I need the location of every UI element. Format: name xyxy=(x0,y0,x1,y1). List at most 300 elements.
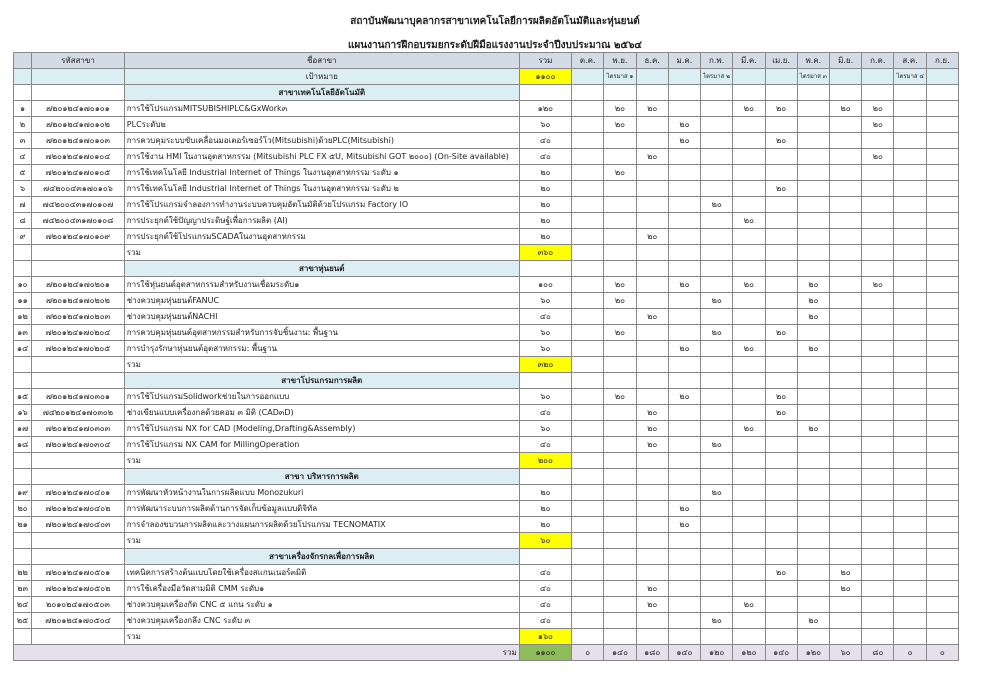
month-value xyxy=(765,421,797,437)
section-blank xyxy=(668,85,700,101)
section-blank xyxy=(668,373,700,389)
month-value xyxy=(572,437,604,453)
course-total: ๒๐ xyxy=(519,229,571,245)
sum-blank xyxy=(14,629,32,645)
month-value xyxy=(668,229,700,245)
section-blank xyxy=(862,85,894,101)
section-blank xyxy=(636,469,668,485)
month-value: ๒๐ xyxy=(636,581,668,597)
course-name: การใช้โปรแกรมSolidworkช่วยในการออกแบบ xyxy=(124,389,519,405)
row-number: ๖ xyxy=(14,181,32,197)
section-blank xyxy=(519,549,571,565)
month-value xyxy=(572,101,604,117)
month-value xyxy=(829,325,861,341)
course-total: ๖๐ xyxy=(519,389,571,405)
section-sum: ๒๐๐ xyxy=(519,453,571,469)
sum-blank xyxy=(765,357,797,373)
course-row xyxy=(14,613,959,629)
course-name: การใช้หุ่นยนต์อุตสาหกรรมสำหรับงานเชื่อมระดับ๑ xyxy=(124,277,519,293)
month-value xyxy=(765,117,797,133)
sum-label: รวม xyxy=(124,533,519,549)
row-number: ๑๓ xyxy=(14,325,32,341)
month-value xyxy=(701,165,733,181)
section-sum: ๑๖๐ xyxy=(519,629,571,645)
month-value xyxy=(668,149,700,165)
sum-blank xyxy=(926,453,958,469)
month-value xyxy=(797,517,829,533)
section-blank xyxy=(862,549,894,565)
header-total: รวม xyxy=(519,53,571,69)
month-value xyxy=(668,485,700,501)
section-sum: ๓๖๐ xyxy=(519,245,571,261)
section-blank xyxy=(32,373,125,389)
sum-blank xyxy=(668,533,700,549)
month-value xyxy=(926,485,958,501)
month-value xyxy=(636,213,668,229)
sum-blank xyxy=(604,357,636,373)
month-value xyxy=(894,341,926,357)
course-code: ๗๒๐๑๒๔๑๗๐๒๐๓ xyxy=(32,309,125,325)
month-value xyxy=(668,597,700,613)
month-value xyxy=(829,149,861,165)
section-title: สาขาโปรแกรมการผลิต xyxy=(124,373,519,389)
month-value xyxy=(894,325,926,341)
course-name: การพัฒนาระบบการผลิตด้านการจัดเก็บข้อมูลแบบดิจิทัล xyxy=(124,501,519,517)
sum-blank xyxy=(894,357,926,373)
month-value xyxy=(636,485,668,501)
month-value xyxy=(797,117,829,133)
month-value: ๒๐ xyxy=(701,325,733,341)
month-value xyxy=(894,421,926,437)
sum-blank xyxy=(636,357,668,373)
month-value xyxy=(604,213,636,229)
month-value xyxy=(926,341,958,357)
month-value: ๒๐ xyxy=(765,181,797,197)
month-value xyxy=(829,437,861,453)
course-name: ช่างเขียนแบบเครื่องกลด้วยคอม ๓ มิติ (CAD๓D) xyxy=(124,405,519,421)
month-value xyxy=(926,437,958,453)
month-value xyxy=(894,389,926,405)
section-blank xyxy=(765,261,797,277)
month-value xyxy=(572,613,604,629)
month-value xyxy=(862,421,894,437)
month-value xyxy=(636,133,668,149)
course-total: ๒๐ xyxy=(519,485,571,501)
month-value xyxy=(829,165,861,181)
sum-blank xyxy=(636,629,668,645)
course-code: ๗๒๐๑๒๔๑๗๐๒๐๑ xyxy=(32,277,125,293)
section-blank xyxy=(32,85,125,101)
month-value xyxy=(765,213,797,229)
section-blank xyxy=(797,469,829,485)
month-value: ๒๐ xyxy=(733,421,765,437)
section-blank xyxy=(862,261,894,277)
target-value: ๑๑๐๐ xyxy=(519,69,571,85)
month-value xyxy=(829,341,861,357)
quarter-label: ไตรมาส ๑ xyxy=(604,69,636,85)
month-value xyxy=(765,341,797,357)
month-value xyxy=(894,133,926,149)
row-number: ๑๐ xyxy=(14,277,32,293)
section-blank xyxy=(701,85,733,101)
row-number: ๑ xyxy=(14,101,32,117)
month-value xyxy=(797,597,829,613)
month-value xyxy=(733,293,765,309)
section-blank xyxy=(14,373,32,389)
section-blank xyxy=(733,469,765,485)
section-blank xyxy=(572,373,604,389)
month-value xyxy=(829,501,861,517)
sum-blank xyxy=(604,533,636,549)
course-total: ๒๐ xyxy=(519,165,571,181)
course-row xyxy=(14,389,959,405)
month-value: ๒๐ xyxy=(765,405,797,421)
sum-blank xyxy=(604,453,636,469)
month-value: ๒๐ xyxy=(733,597,765,613)
quarter-label xyxy=(829,69,861,85)
month-value: ๒๐ xyxy=(797,613,829,629)
month-value xyxy=(604,229,636,245)
month-value xyxy=(894,117,926,133)
month-value xyxy=(765,597,797,613)
month-value xyxy=(668,213,700,229)
section-title: สาขา บริหารการผลิต xyxy=(124,469,519,485)
sum-blank xyxy=(636,533,668,549)
sum-blank xyxy=(636,245,668,261)
sum-blank xyxy=(765,533,797,549)
course-name: การใช้โปรแกรม NX for CAD (Modeling,Drafting&Assembly) xyxy=(124,421,519,437)
month-value xyxy=(701,421,733,437)
course-code: ๗๒๐๑๒๔๑๗๐๕๐๑ xyxy=(32,565,125,581)
month-value xyxy=(829,597,861,613)
course-row xyxy=(14,117,959,133)
course-code: ๗๒๐๑๒๔๑๗๐๑๐๔ xyxy=(32,149,125,165)
month-value xyxy=(926,133,958,149)
quarter-label: ไตรมาส ๓ xyxy=(797,69,829,85)
sum-blank xyxy=(862,629,894,645)
course-name: การบำรุงรักษาหุ่นยนต์อุตสาหกรรม: พื้นฐาน xyxy=(124,341,519,357)
grand-total-label: รวม xyxy=(14,645,520,661)
sum-blank xyxy=(572,533,604,549)
course-total: ๑๐๐ xyxy=(519,277,571,293)
month-value: ๒๐ xyxy=(765,389,797,405)
month-value: ๒๐ xyxy=(604,277,636,293)
month-value: ๒๐ xyxy=(604,389,636,405)
month-value xyxy=(926,213,958,229)
month-value: ๒๐ xyxy=(862,101,894,117)
month-value xyxy=(572,197,604,213)
month-value xyxy=(797,229,829,245)
sum-blank xyxy=(14,533,32,549)
month-value xyxy=(926,501,958,517)
section-blank xyxy=(604,549,636,565)
month-value xyxy=(862,613,894,629)
section-title: สาขาหุ่นยนต์ xyxy=(124,261,519,277)
section-blank xyxy=(701,549,733,565)
section-blank xyxy=(32,261,125,277)
month-value xyxy=(636,277,668,293)
month-value xyxy=(862,517,894,533)
sum-blank xyxy=(926,357,958,373)
month-value xyxy=(894,517,926,533)
sum-blank xyxy=(668,453,700,469)
month-total: ๑๘๐ xyxy=(636,645,668,661)
section-blank xyxy=(572,261,604,277)
month-value xyxy=(862,165,894,181)
month-value xyxy=(572,309,604,325)
quarter-label xyxy=(926,69,958,85)
month-value xyxy=(829,117,861,133)
month-value: ๒๐ xyxy=(701,437,733,453)
row-number: ๘ xyxy=(14,213,32,229)
month-value xyxy=(797,565,829,581)
section-sum-row xyxy=(14,629,959,645)
month-value xyxy=(701,341,733,357)
month-value: ๒๐ xyxy=(765,325,797,341)
course-name: ช่างควบคุมหุ่นยนต์NACHI xyxy=(124,309,519,325)
month-value xyxy=(797,389,829,405)
sum-blank xyxy=(829,533,861,549)
month-value xyxy=(829,613,861,629)
sum-blank xyxy=(32,533,125,549)
row-number: ๒๓ xyxy=(14,581,32,597)
section-blank xyxy=(765,469,797,485)
month-value: ๒๐ xyxy=(668,389,700,405)
course-row xyxy=(14,229,959,245)
month-value xyxy=(572,181,604,197)
month-value xyxy=(733,485,765,501)
month-value xyxy=(797,133,829,149)
month-value xyxy=(636,197,668,213)
month-value xyxy=(668,565,700,581)
quarter-label: ไตรมาส ๔ xyxy=(894,69,926,85)
month-total: ๑๒๐ xyxy=(797,645,829,661)
month-value xyxy=(668,421,700,437)
month-value xyxy=(701,405,733,421)
month-value xyxy=(926,101,958,117)
month-value xyxy=(636,293,668,309)
month-value xyxy=(572,277,604,293)
course-row xyxy=(14,213,959,229)
course-code: ๗๒๐๑๒๔๑๗๐๒๐๔ xyxy=(32,325,125,341)
target-blank xyxy=(14,69,32,85)
section-sum-row xyxy=(14,533,959,549)
sum-blank xyxy=(926,245,958,261)
sum-blank xyxy=(797,533,829,549)
month-value xyxy=(668,405,700,421)
month-value: ๒๐ xyxy=(797,341,829,357)
month-value xyxy=(926,389,958,405)
course-code: ๗๔๒๐๑๒๔๑๗๐๓๐๒ xyxy=(32,405,125,421)
month-value xyxy=(894,565,926,581)
sum-blank xyxy=(701,533,733,549)
month-value xyxy=(926,405,958,421)
sum-blank xyxy=(733,245,765,261)
section-blank xyxy=(894,469,926,485)
sum-blank xyxy=(894,629,926,645)
course-total: ๔๐ xyxy=(519,133,571,149)
row-number: ๒๒ xyxy=(14,565,32,581)
month-value xyxy=(636,501,668,517)
sum-blank xyxy=(733,533,765,549)
header-row xyxy=(14,53,959,69)
month-value xyxy=(604,517,636,533)
course-row xyxy=(14,197,959,213)
month-value xyxy=(862,197,894,213)
course-row xyxy=(14,309,959,325)
month-value: ๒๐ xyxy=(862,277,894,293)
sum-blank xyxy=(701,357,733,373)
sum-blank xyxy=(32,629,125,645)
section-sum-row xyxy=(14,357,959,373)
month-value xyxy=(668,197,700,213)
sum-blank xyxy=(32,453,125,469)
month-value: ๒๐ xyxy=(668,277,700,293)
row-number: ๑๕ xyxy=(14,389,32,405)
course-total: ๖๐ xyxy=(519,293,571,309)
course-row xyxy=(14,421,959,437)
month-value: ๒๐ xyxy=(636,149,668,165)
grand-total-value: ๑๑๐๐ xyxy=(519,645,571,661)
month-value xyxy=(894,293,926,309)
course-row xyxy=(14,277,959,293)
sum-blank xyxy=(894,453,926,469)
sum-blank xyxy=(797,357,829,373)
month-value xyxy=(733,133,765,149)
header-code: รหัสสาขา xyxy=(32,53,125,69)
section-header-row xyxy=(14,549,959,565)
section-header-row xyxy=(14,261,959,277)
sum-blank xyxy=(829,453,861,469)
month-value xyxy=(572,133,604,149)
sum-blank xyxy=(668,357,700,373)
month-value xyxy=(862,181,894,197)
course-total: ๔๐ xyxy=(519,613,571,629)
month-value xyxy=(829,277,861,293)
course-row xyxy=(14,181,959,197)
sum-blank xyxy=(636,453,668,469)
month-value xyxy=(668,613,700,629)
course-row xyxy=(14,101,959,117)
course-row xyxy=(14,437,959,453)
month-value xyxy=(765,485,797,501)
month-value xyxy=(572,501,604,517)
sum-blank xyxy=(926,533,958,549)
section-sum: ๓๒๐ xyxy=(519,357,571,373)
course-row xyxy=(14,165,959,181)
section-blank xyxy=(765,85,797,101)
course-name: ช่างควบคุมหุ่นยนต์FANUC xyxy=(124,293,519,309)
month-value xyxy=(701,517,733,533)
month-value xyxy=(604,485,636,501)
sum-blank xyxy=(862,245,894,261)
row-number: ๒๑ xyxy=(14,517,32,533)
month-value xyxy=(572,565,604,581)
quarter-label xyxy=(862,69,894,85)
sum-blank xyxy=(926,629,958,645)
month-value: ๒๐ xyxy=(668,117,700,133)
course-row xyxy=(14,501,959,517)
month-value xyxy=(572,581,604,597)
month-value xyxy=(797,149,829,165)
month-value xyxy=(604,501,636,517)
document-subtitle: แผนงานการฝึกอบรมยกระดับฝีมือแรงงานประจำปีงบประมาณ ๒๕๖๔ xyxy=(347,40,642,51)
course-total: ๖๐ xyxy=(519,325,571,341)
month-value xyxy=(894,277,926,293)
month-value: ๒๐ xyxy=(701,613,733,629)
month-value xyxy=(733,325,765,341)
course-name: ช่างควบคุมเครื่องกลึง CNC ระดับ ๓ xyxy=(124,613,519,629)
month-value xyxy=(572,517,604,533)
grand-total-row xyxy=(14,645,959,661)
course-total: ๖๐ xyxy=(519,341,571,357)
month-value xyxy=(733,565,765,581)
sum-blank xyxy=(797,629,829,645)
section-blank xyxy=(636,549,668,565)
course-code: ๗๒๐๑๒๔๑๗๐๑๐๑ xyxy=(32,101,125,117)
month-value xyxy=(733,581,765,597)
month-value xyxy=(829,405,861,421)
course-total: ๒๐ xyxy=(519,197,571,213)
month-value xyxy=(765,501,797,517)
section-blank xyxy=(829,373,861,389)
header-month: มิ.ย. xyxy=(829,53,861,69)
row-number: ๙ xyxy=(14,229,32,245)
month-value xyxy=(733,501,765,517)
month-value xyxy=(926,165,958,181)
row-number: ๗ xyxy=(14,197,32,213)
month-value xyxy=(797,197,829,213)
quarter-label xyxy=(636,69,668,85)
month-value xyxy=(701,117,733,133)
month-value xyxy=(894,405,926,421)
month-value xyxy=(926,117,958,133)
section-header-row xyxy=(14,85,959,101)
month-value xyxy=(572,149,604,165)
course-name: การใช้เทคโนโลยี Industrial Internet of Things ในงานอุตสาหกรรม ระดับ ๑ xyxy=(124,165,519,181)
month-value xyxy=(926,597,958,613)
month-value: ๒๐ xyxy=(765,133,797,149)
course-code: ๗๒๐๑๒๔๑๗๐๔๐๓ xyxy=(32,517,125,533)
month-value: ๒๐ xyxy=(733,101,765,117)
section-blank xyxy=(668,469,700,485)
month-value xyxy=(829,229,861,245)
header-month: ก.ค. xyxy=(862,53,894,69)
section-blank xyxy=(926,549,958,565)
month-value xyxy=(926,229,958,245)
course-total: ๔๐ xyxy=(519,437,571,453)
month-value: ๒๐ xyxy=(797,277,829,293)
row-number: ๑๘ xyxy=(14,437,32,453)
month-value: ๒๐ xyxy=(668,341,700,357)
month-value xyxy=(733,165,765,181)
section-blank xyxy=(797,373,829,389)
row-number: ๑๖ xyxy=(14,405,32,421)
month-value: ๒๐ xyxy=(604,165,636,181)
sum-blank xyxy=(604,245,636,261)
month-value xyxy=(604,133,636,149)
month-value: ๒๐ xyxy=(636,405,668,421)
month-value: ๒๐ xyxy=(797,293,829,309)
month-value xyxy=(636,165,668,181)
month-value xyxy=(668,309,700,325)
section-blank xyxy=(14,549,32,565)
sum-blank xyxy=(894,245,926,261)
section-blank xyxy=(604,85,636,101)
section-blank xyxy=(797,85,829,101)
month-value xyxy=(572,405,604,421)
course-name: การควบคุมหุ่นยนต์อุตสาหกรรมสำหรับการจับชิ้นงาน: พื้นฐาน xyxy=(124,325,519,341)
